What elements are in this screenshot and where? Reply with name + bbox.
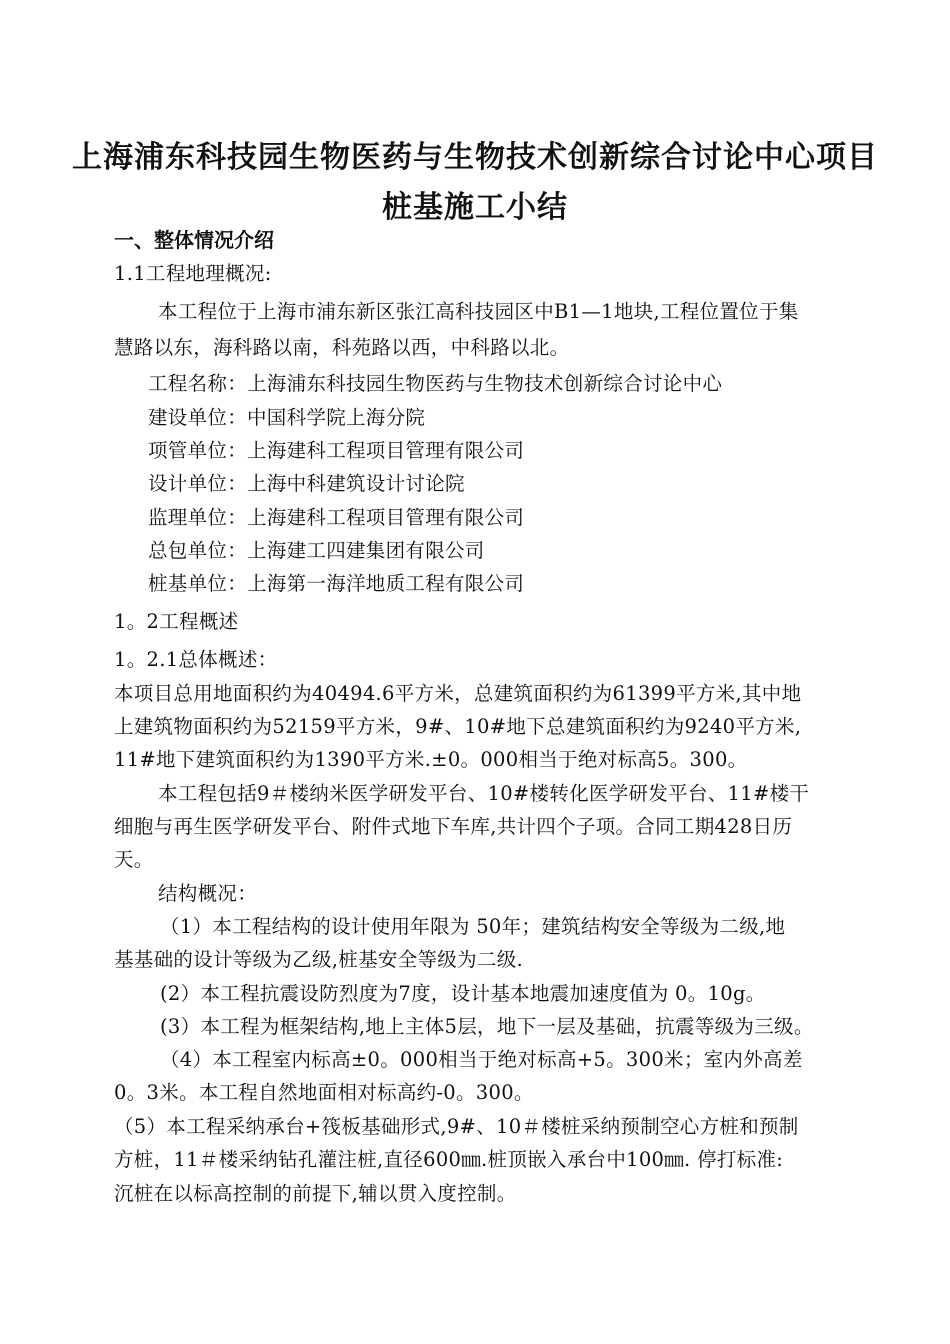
subsection-heading: 1。2.1总体概述：	[114, 648, 278, 671]
paragraph-line: 11#地下建筑面积约为1390平方米.±0。000相当于绝对标高5。300。	[114, 748, 748, 771]
paragraph-line: 本项目总用地面积约为40494.6平方米，总建筑面积约为61399平方米,其中地	[114, 682, 802, 705]
paragraph-line: 本工程位于上海市浦东新区张江高科技园区中B1—1地块,工程位置位于集	[158, 300, 799, 323]
paragraph-line: 慧路以东，海科路以南，科苑路以西，中科路以北。	[114, 336, 570, 359]
subsection-heading: 1。2工程概述	[114, 610, 239, 633]
paragraph-line: 沉桩在以标高控制的前提下,辅以贯入度控制。	[114, 1182, 517, 1205]
paragraph-line: 本工程包括9＃楼纳米医学研发平台、10#楼转化医学研发平台、11#楼干	[158, 782, 810, 805]
subsection-heading: 1.1工程地理概况:	[114, 262, 272, 285]
unit-line: 桩基单位：上海第一海洋地质工程有限公司	[148, 572, 525, 595]
unit-line: 总包单位：上海建工四建集团有限公司	[148, 539, 485, 562]
paragraph-line: 细胞与再生医学研发平台、附件式地下车库,共计四个子项。合同工期428日历	[114, 815, 793, 838]
unit-line: 工程名称：上海浦东科技园生物医药与生物技术创新综合讨论中心	[148, 372, 723, 395]
unit-line: 项管单位：上海建科工程项目管理有限公司	[148, 439, 525, 462]
unit-line: 建设单位：中国科学院上海分院	[148, 406, 426, 429]
unit-line: 设计单位：上海中科建筑设计讨论院	[148, 472, 465, 495]
paragraph-line: 上建筑物面积约为52159平方米，9#、10#地下总建筑面积约为9240平方米,	[114, 715, 802, 738]
section-heading: 一、整体情况介绍	[114, 228, 274, 252]
paragraph-line: 基基础的设计等级为乙级,桩基安全等级为二级.	[114, 948, 523, 971]
unit-line: 监理单位：上海建科工程项目管理有限公司	[148, 506, 525, 529]
subsection-heading: 结构概况：	[158, 882, 258, 905]
paragraph-line: (2）本工程抗震设防烈度为7度，设计基本地震加速度值为 0。10g。	[160, 982, 766, 1005]
paragraph-line: 0。3米。本工程自然地面相对标高约-0。300。	[114, 1081, 534, 1104]
paragraph-line: （5）本工程采纳承台+筏板基础形式,9#、10＃楼桩采纳预制空心方桩和预制	[114, 1115, 799, 1138]
paragraph-line: （4）本工程室内标高±0。000相当于绝对标高+5。300米；室内外高差	[160, 1048, 803, 1071]
paragraph-line: (3）本工程为框架结构,地上主体5层，地下一层及基础，抗震等级为三级。	[160, 1015, 814, 1038]
document-title: 上海浦东科技园生物医药与生物技术创新综合讨论中心项目	[72, 140, 878, 175]
document-subtitle: 桩基施工小结	[382, 190, 568, 225]
paragraph-line: 方桩，11＃楼采纳钻孔灌注桩,直径600㎜.桩顶嵌入承台中100㎜. 停打标准:	[114, 1148, 784, 1171]
paragraph-line: （1）本工程结构的设计使用年限为 50年；建筑结构安全等级为二级,地	[160, 915, 786, 938]
paragraph-line: 天。	[114, 848, 154, 871]
